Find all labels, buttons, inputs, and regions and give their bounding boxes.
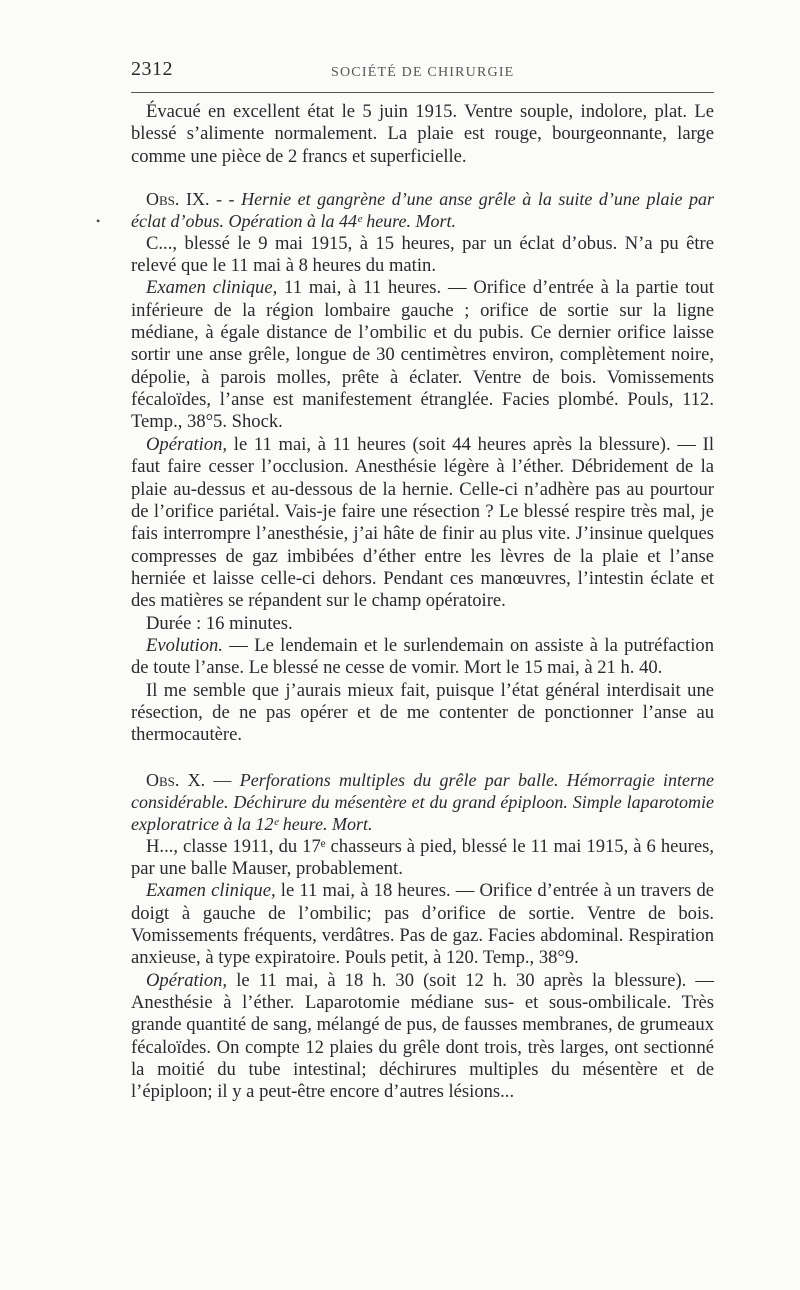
obs9-op-label: Opération,	[146, 433, 228, 455]
obs9-history: C..., blessé le 9 mai 1915, à 15 heures, par un éclat d’obus. N’a pu être relevé que le 11 mai à 8 heures du matin.	[131, 232, 714, 277]
obs9-title: Hernie et gangrène d’une anse grêle à la suite d’une plaie par éclat d’obus. Opération à la 44ᵉ heure. Mort.	[131, 189, 714, 232]
obs10-dash: —	[205, 769, 240, 790]
obs9-exam-text: 11 mai, à 11 heures. — Orifice d’entrée à la partie tout inférieure de la région lombaire gauche ; orifice de sortie sur la ligne médiane, à égale distance de l’ombilic et du pubis. Ce dernier orifice laisse sortir une anse grêle, longue de 30 centimètres environ, complètement noire, dépolie, à parois molles, prête à éclater. Ventre de bois. Vomissements fécaloïdes, l’anse est manifestement étranglée. Facies plombé. Pouls, 112. Temp., 38°5. Shock.	[131, 277, 715, 433]
obs10-op-label: Opération,	[146, 969, 228, 991]
obs9-exam-label: Examen clinique,	[146, 277, 278, 299]
obs10-exam-text: le 11 mai, à 18 heures. — Orifice d’entrée à un travers de doigt à gauche de l’ombilic; pas d’orifice de sortie. Ventre de bois. Vomissements fréquents, verdâtres. Pas de gaz. Facies abdominal. Respiration anxieuse, à type expiratoire. Pouls petit, à 120. Temp., 38°9.	[131, 880, 715, 969]
obs10-operation	[131, 970, 714, 1104]
section-gap	[131, 747, 714, 769]
obs9-evol-label: Evolution.	[146, 634, 223, 656]
obs9-duration: Durée : 16 minutes.	[146, 612, 293, 634]
obs9-comment: Il me semble que j’aurais mieux fait, puisque l’état général interdisait une résection, de ne pas opérer et de me contenter de ponctionner l’anse au thermocautère.	[131, 679, 714, 746]
section-gap	[131, 168, 714, 188]
obs9-evol-text: — Le lendemain et le surlendemain on assiste à la putréfaction de toute l’anse. Le blessé ne cesse de vomir. Mort le 15 mai, à 21 h. 40.	[131, 634, 714, 679]
obs10-exam	[131, 880, 714, 969]
obs9-op-text: le 11 mai, à 11 heures (soit 44 heures après la blessure). — Il faut faire cesser l’occlusion. Anesthésie légère à l’éther. Débridement de la plaie au-dessus et au-dessous de la hernie. Celle-ci n’adhère pas au pourtour de l’orifice pariétal. Vais-je faire une résection ? Le blessé respire très mal, je fais interrompre l’anesthésie, j’ai hâte de finir au plus vite. J’insinue quelques compresses de gaz imbibées d’éther entre les lèvres de la plaie et l’anse herniée et laisse celle-ci dehors. Pendant ces manœuvres, l’intestin éclate et des matières se répandent sur le champ opératoire.	[131, 433, 714, 612]
obs10-history: H..., classe 1911, du 17ᵉ chasseurs à pied, blessé le 11 mai 1915, à 6 heures, par une balle Mauser, probablement.	[131, 835, 714, 879]
obs10-title: Perforations multiples du grêle par balle. Hémorragie interne considérable. Déchirure du mésentère et du grand épiploon. Simple laparotomie exploratrice à la 12ᵉ heure. Mort.	[131, 769, 715, 835]
header-rule	[131, 92, 714, 93]
obs9-exam	[131, 277, 714, 433]
obs9-evolution	[131, 635, 714, 680]
obs9-header	[131, 188, 714, 233]
running-title: SOCIÉTÉ DE CHIRURGIE	[331, 65, 515, 80]
obs10-exam-label: Examen clinique,	[146, 880, 276, 902]
running-head	[131, 58, 714, 82]
page-number: 2312	[131, 58, 173, 80]
margin-mark: •	[96, 214, 101, 228]
intro-paragraph: Évacué en excellent état le 5 juin 1915. Ventre souple, indolore, plat. Le blessé s’alimente normalement. La plaie est rouge, bourgeonnante, large comme une pièce de 2 francs et superficielle.	[131, 101, 714, 167]
obs10-label: Obs. X.	[146, 769, 206, 790]
obs10-op-text: le 11 mai, à 18 h. 30 (soit 12 h. 30 après la blessure). — Anesthésie à l’éther. Laparotomie médiane sus- et sous-ombilicale. Très grande quantité de sang, mélangé de pus, de fausses membranes, de grumeaux fécaloïdes. On compte 12 plaies du grêle dont trois, très larges, ont sectionné la moitié du tube intestinal; déchirures multiples du mésentère et de l’épiploon; il y a peut-être encore d’autres lésions...	[131, 969, 714, 1103]
obs9-dash: - -	[209, 189, 242, 210]
obs10-header	[131, 769, 714, 836]
obs9-label: Obs. IX.	[146, 189, 210, 210]
obs9-operation	[131, 434, 714, 613]
